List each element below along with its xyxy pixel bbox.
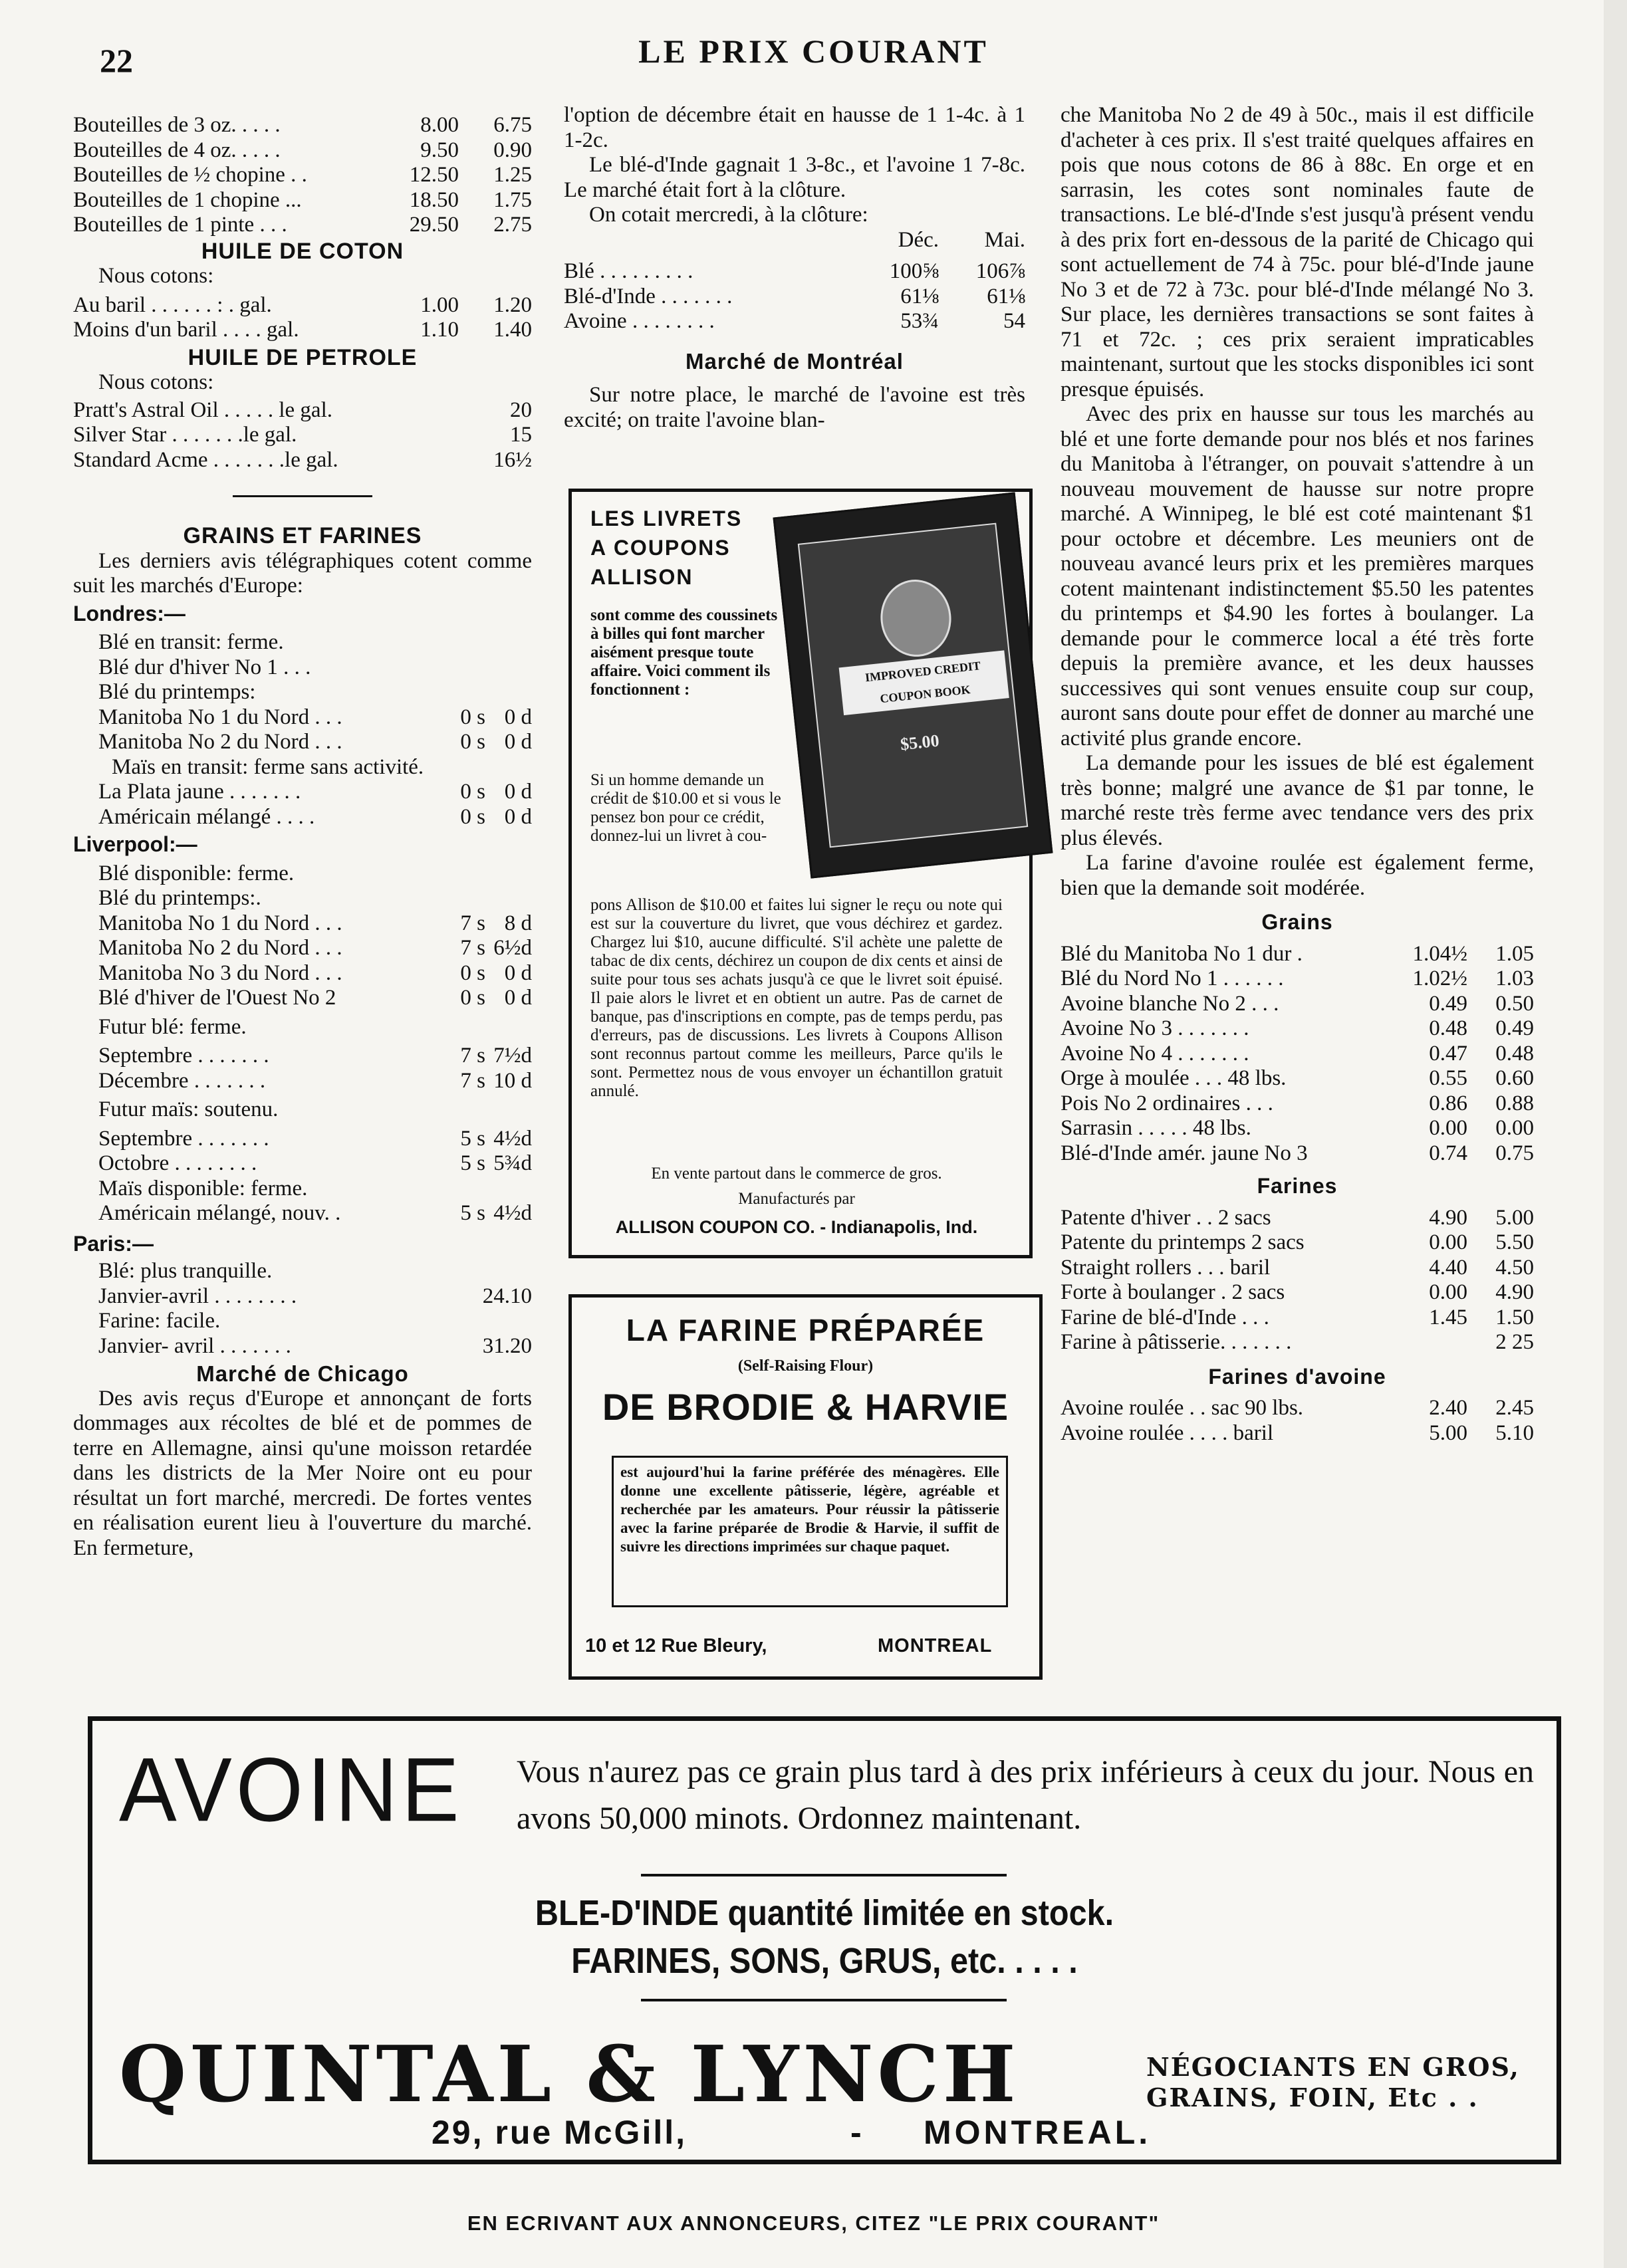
price-row xyxy=(1061,1305,1534,1331)
allison-coupon-ad xyxy=(568,489,1033,1258)
price-label: Moins d'un baril . . . . gal. xyxy=(73,318,299,342)
price-value: 5 s xyxy=(460,1201,485,1225)
price-value: 1.04½ xyxy=(1412,941,1467,966)
grains-price-list xyxy=(1061,942,1534,1167)
chicago-quotes xyxy=(564,259,1025,334)
paris-row xyxy=(73,1284,532,1309)
price-value: 0 s xyxy=(460,804,485,829)
price-value: 1.05 xyxy=(1495,941,1534,966)
price-value: 61⅛ xyxy=(900,284,939,308)
price-row xyxy=(1061,1206,1534,1231)
brodie-line-1: LA FARINE PRÉPARÉE xyxy=(626,1313,985,1347)
price-row xyxy=(73,293,532,318)
chicago-text-cont: l'option de décembre était en hausse de 1 1-4c. à 1 1-2c. xyxy=(564,103,1025,152)
price-label: Blé du Nord No 1 . . . . . . xyxy=(1061,966,1284,990)
brodie-address: 10 et 12 Rue Bleury, xyxy=(585,1635,767,1656)
price-row xyxy=(73,730,532,755)
price-row xyxy=(73,911,532,937)
price-value: 0.48 xyxy=(1429,1016,1467,1040)
montreal-text: Sur notre place, le marché de l'avoine est très excité; on traite l'avoine blan- xyxy=(564,383,1025,432)
price-row xyxy=(1061,942,1534,967)
price-value: 0.00 xyxy=(1429,1230,1467,1254)
price-value: 0 d xyxy=(504,730,532,754)
price-value: 5.00 xyxy=(1495,1205,1534,1230)
text-line: Blé du printemps: xyxy=(98,680,256,704)
price-value: 12.50 xyxy=(409,163,459,187)
address-dash: - xyxy=(850,2114,862,2151)
paris-value xyxy=(432,1309,532,1334)
price-value: 0.60 xyxy=(1495,1066,1534,1090)
price-label: Orge à moulée . . . 48 lbs. xyxy=(1061,1066,1287,1090)
price-row xyxy=(564,259,1025,284)
price-value: 4.90 xyxy=(1429,1205,1467,1230)
futur-ble-prices xyxy=(73,1044,532,1093)
price-value: 100⅝ xyxy=(889,259,939,283)
price-row xyxy=(73,1044,532,1069)
booklet-value: $5.00 xyxy=(899,731,940,754)
price-row xyxy=(73,398,532,423)
price-label: Bouteilles de 1 chopine ... xyxy=(73,187,302,212)
quintal-lynch-ad xyxy=(88,1716,1561,2164)
price-value: 0 s xyxy=(460,705,485,729)
price-label: Septembre . . . . . . . xyxy=(98,1126,269,1151)
price-label: Blé du Manitoba No 1 dur . xyxy=(1061,941,1303,966)
price-value: 5 s xyxy=(460,1126,485,1151)
price-label: Pois No 2 ordinaires . . . xyxy=(1061,1091,1273,1115)
price-label: Farine à pâtisserie. . . . . . . xyxy=(1061,1330,1292,1354)
price-value: 0.50 xyxy=(1495,991,1534,1016)
montreal-heading: Marché de Montréal xyxy=(686,348,904,374)
mais-dispo-price xyxy=(73,1201,532,1226)
grains-intro: Les derniers avis télégraphiques cotent comme suit les marchés d'Europe: xyxy=(73,548,532,598)
price-value: 0.88 xyxy=(1495,1091,1534,1115)
quote-header-mai: Mai. xyxy=(984,227,1025,252)
price-label: Avoine roulée . . sac 90 lbs. xyxy=(1061,1396,1304,1420)
price-row xyxy=(1061,1421,1534,1446)
allison-sold: En vente partout dans le commerce de gros. xyxy=(651,1165,942,1183)
liverpool-heading: Liverpool:— xyxy=(73,832,197,856)
col3-text-4: La farine d'avoine roulée est également ferme, bien que la demande soit modérée. xyxy=(1061,851,1534,900)
allison-body-1: Si un homme demande un crédit de $10.00 et si vous le pensez bon pour ce crédit, donnez-lui un livret à cou- xyxy=(590,771,781,845)
price-row xyxy=(73,1151,532,1177)
price-value: 0 d xyxy=(504,705,532,729)
price-label: Bouteilles de 1 pinte . . . xyxy=(73,213,287,237)
price-value: 2.75 xyxy=(493,213,532,237)
price-value: 0 s xyxy=(460,961,485,985)
montreal-text-cont: che Manitoba No 2 de 49 à 50c., mais il est difficile d'acheter à ces prix. Il s'est traité quelques affaires en pois que nous cotons de 86 à 88c. En orge et en sarrasin, les cotes sont nominales faute de transactions. Le blé-d'Inde s'est jusqu'à présent vendu à des prix fort en-dessous de la parité de Chicago qui sont actuellement de 74 à 75c. pour blé-d'Inde jaune No 3 et de 72 à 73c. pour blé-d'Inde mélangé No 3. Sur place, les dernières transactions se sont faites à 71 et 72c. ; ces prix seraient impraticables maintenant, surtout que les stocks disponibles ici sont presque épuisés. xyxy=(1061,103,1534,401)
brodie-city: MONTREAL xyxy=(878,1635,993,1656)
price-label: Blé-d'Inde amér. jaune No 3 xyxy=(1061,1141,1308,1165)
grains-heading: Grains xyxy=(1261,910,1333,934)
paris-row xyxy=(73,1259,532,1284)
price-row xyxy=(73,805,532,830)
brodie-body: est aujourd'hui la farine préférée des ménagères. Elle donne une excellente pâtisserie, légère, agréable et recherchée par les amateurs. Pour réussir la pâtisserie avec la farine préparée de Brodie & Harvie, il suffit de suivre les directions imprimées sur chaque paquet. xyxy=(620,1464,999,1555)
price-value xyxy=(1388,1330,1467,1355)
page-edge xyxy=(1604,0,1627,2268)
price-row xyxy=(1061,992,1534,1017)
brodie-harvie-ad xyxy=(568,1294,1043,1680)
column-2 xyxy=(564,103,1025,433)
col3-text-3: La demande pour les issues de blé est également très bonne; malgré une avance de $1 par tonne, le marché reste très ferme avec tendance vers des prix plus élevés. xyxy=(1061,751,1534,850)
price-value: 4.90 xyxy=(1495,1280,1534,1304)
price-label: Manitoba No 3 du Nord . . . xyxy=(98,961,342,985)
quintal-address: 29, rue McGill, xyxy=(432,2114,688,2151)
price-label: Avoine . . . . . . . . xyxy=(564,309,715,333)
allison-made-by: Manufacturés par xyxy=(738,1190,855,1208)
price-label: Manitoba No 2 du Nord . . . xyxy=(98,936,342,960)
london-lines xyxy=(73,630,532,705)
price-value: 106⅞ xyxy=(975,259,1025,283)
chicago-text: Des avis reçus d'Europe et annonçant de forts dommages aux récoltes de blé et de pommes de terre en Allemagne, ainsi qu'une moisson retardée dans les districts de la Mer Noire ont eu pour résultat un fort marché, mercredi. De fortes ventes en réalisation eurent lieu à l'ouverture du marché. En fermeture, xyxy=(73,1386,532,1560)
divider xyxy=(641,1874,1007,1876)
text-line: Blé en transit: ferme. xyxy=(98,630,284,654)
price-row xyxy=(1061,1256,1534,1281)
futur-mais-prices xyxy=(73,1127,532,1177)
price-value: 1.10 xyxy=(420,318,459,342)
footer-note: EN ECRIVANT AUX ANNONCEURS, CITEZ "LE PRIX COURANT" xyxy=(467,2211,1160,2235)
price-row xyxy=(1061,1016,1534,1042)
trade-line-2: GRAINS, FOIN, Etc . . xyxy=(1146,2083,1479,2112)
paris-value xyxy=(432,1259,532,1284)
column-3 xyxy=(1061,103,1534,1446)
text-line: Blé du printemps:. xyxy=(98,886,261,910)
londres-heading: Londres:— xyxy=(73,601,186,625)
price-value: 9.50 xyxy=(420,138,459,162)
futur-mais-line: Futur maïs: soutenu. xyxy=(98,1097,279,1121)
paris-row xyxy=(73,1309,532,1334)
price-value: 0.00 xyxy=(1495,1116,1534,1140)
chicago-heading: Marché de Chicago xyxy=(196,1361,409,1386)
price-value: 5 s xyxy=(460,1151,485,1175)
chicago-text-3: On cotait mercredi, à la clôture: xyxy=(589,203,868,227)
price-value: 5.50 xyxy=(1495,1230,1534,1254)
price-value: 0.00 xyxy=(1429,1280,1467,1304)
price-row xyxy=(1061,966,1534,992)
price-label: Au baril . . . . . . : . gal. xyxy=(73,292,272,317)
price-row xyxy=(73,318,532,343)
price-value: 7 s xyxy=(460,1068,485,1093)
brodie-text-box xyxy=(612,1456,1008,1607)
avoine-text: Vous n'aurez pas ce grain plus tard à des prix inférieurs à ceux du jour. Nous en avons 50,000 minots. Ordonnez maintenant. xyxy=(517,1754,1534,1836)
bottle-price-list xyxy=(73,113,532,238)
price-label: Américain mélangé, nouv. . xyxy=(98,1201,341,1225)
price-value: 0 d xyxy=(504,780,532,804)
price-label: Bouteilles de 4 oz. . . . . xyxy=(73,138,281,162)
price-value: 8 d xyxy=(504,911,532,935)
farines-avoine-heading: Farines d'avoine xyxy=(1208,1364,1386,1389)
huile-petrole-list xyxy=(73,398,532,473)
price-value: 15 xyxy=(510,423,532,447)
price-row xyxy=(73,213,532,238)
price-value: 0.00 xyxy=(1429,1116,1467,1140)
price-label: Avoine roulée . . . . baril xyxy=(1061,1420,1274,1445)
quote-header-dec: Déc. xyxy=(898,227,939,252)
price-row xyxy=(1061,1396,1534,1421)
price-value: 0 d xyxy=(504,961,532,985)
huile-petrole-heading: HUILE DE PETROLE xyxy=(188,344,418,370)
price-row xyxy=(73,163,532,188)
price-label: Blé . . . . . . . . . xyxy=(564,259,693,283)
price-value: 0 d xyxy=(504,986,532,1010)
price-label: Standard Acme . . . . . . .le gal. xyxy=(73,447,338,472)
price-row xyxy=(73,780,532,805)
allison-title-line-2: A COUPONS xyxy=(590,536,731,560)
price-label: Bouteilles de 3 oz. . . . . xyxy=(73,113,281,137)
allison-title-line-1: LES LIVRETS xyxy=(590,507,743,530)
price-value: 7 s xyxy=(460,1044,485,1068)
booklet-label: IMPROVED CREDIT COUPON BOOK xyxy=(839,650,1009,715)
price-row xyxy=(73,188,532,213)
price-label: Patente d'hiver . . 2 sacs xyxy=(1061,1205,1271,1230)
price-value: 0.49 xyxy=(1429,991,1467,1016)
price-row xyxy=(73,113,532,138)
column-1 xyxy=(73,113,532,1561)
portrait-medallion-icon xyxy=(877,576,955,660)
price-label: Straight rollers . . . baril xyxy=(1061,1255,1271,1280)
grains-farines-heading: GRAINS ET FARINES xyxy=(183,523,422,548)
allison-company: ALLISON COUPON CO. - Indianapolis, Ind. xyxy=(615,1217,978,1237)
price-value: 1.75 xyxy=(493,187,532,212)
price-row xyxy=(1061,1042,1534,1067)
price-row xyxy=(73,961,532,986)
price-row xyxy=(73,986,532,1011)
paris-label: Janvier-avril . . . . . . . . xyxy=(98,1284,297,1308)
paris-label: Blé: plus tranquille. xyxy=(98,1259,273,1283)
quintal-city: MONTREAL. xyxy=(924,2114,1152,2151)
price-row xyxy=(73,1069,532,1094)
price-label: Silver Star . . . . . . .le gal. xyxy=(73,423,297,447)
price-value: 0.49 xyxy=(1495,1016,1534,1040)
price-label: Avoine No 4 . . . . . . . xyxy=(1061,1041,1249,1066)
farines-avoine-list xyxy=(1061,1396,1534,1446)
price-label: Patente du printemps 2 sacs xyxy=(1061,1230,1305,1254)
quintal-lynch-name: QUINTAL & LYNCH xyxy=(119,2029,1020,2120)
price-label: Septembre . . . . . . . xyxy=(98,1044,269,1068)
paris-value: 24.10 xyxy=(482,1284,532,1308)
price-label: Manitoba No 1 du Nord . . . xyxy=(98,705,342,729)
london-prices-2 xyxy=(73,780,532,830)
price-value: 1.20 xyxy=(493,292,532,317)
price-label: Manitoba No 2 du Nord . . . xyxy=(98,730,342,754)
avoine-headline: AVOINE xyxy=(119,1738,463,1841)
price-label: Décembre . . . . . . . xyxy=(98,1068,266,1093)
price-value: 4½d xyxy=(493,1126,532,1151)
price-row xyxy=(73,423,532,448)
huile-petrole-intro: Nous cotons: xyxy=(98,370,214,394)
allison-title-line-3: ALLISON xyxy=(590,565,693,589)
brodie-line-3: DE BRODIE & HARVIE xyxy=(602,1386,1009,1428)
price-value: 5.00 xyxy=(1429,1420,1467,1445)
brodie-line-2: (Self-Raising Flour) xyxy=(737,1357,874,1375)
price-row xyxy=(73,705,532,731)
price-value: 0 d xyxy=(504,804,532,829)
price-label: Blé-d'Inde . . . . . . . xyxy=(564,284,733,308)
price-value: 2 25 xyxy=(1495,1330,1534,1354)
price-value: 5¾d xyxy=(493,1151,532,1175)
price-value: 1.00 xyxy=(420,292,459,317)
paris-row xyxy=(73,1334,532,1359)
price-value: 10 d xyxy=(493,1068,532,1093)
price-value: 4.40 xyxy=(1429,1255,1467,1280)
price-label: Bouteilles de ½ chopine . . xyxy=(73,163,307,187)
price-value: 16½ xyxy=(493,447,532,472)
price-value: 4½d xyxy=(493,1201,532,1225)
price-row xyxy=(1061,1280,1534,1305)
price-value: 1.50 xyxy=(1495,1305,1534,1329)
allison-title xyxy=(590,504,742,592)
price-value: 18.50 xyxy=(409,187,459,212)
price-label: Manitoba No 1 du Nord . . . xyxy=(98,911,342,935)
price-label: Farine de blé-d'Inde . . . xyxy=(1061,1305,1269,1329)
price-value: 6½d xyxy=(493,936,532,960)
price-value: 0.74 xyxy=(1429,1141,1467,1165)
price-row xyxy=(73,138,532,164)
price-value: 1.25 xyxy=(493,163,532,187)
price-row xyxy=(73,1127,532,1152)
price-label: Avoine blanche No 2 . . . xyxy=(1061,991,1279,1016)
allison-intro: sont comme des coussinets à billes qui font marcher aisément presque toute affaire. Voici comment ils fonctionnent : xyxy=(590,606,778,699)
paris-heading: Paris:— xyxy=(73,1231,154,1256)
text-line: Blé dur d'hiver No 1 . . . xyxy=(98,655,311,679)
price-row xyxy=(73,936,532,961)
price-value: 5.10 xyxy=(1495,1420,1534,1445)
price-value: 20 xyxy=(510,397,532,422)
price-value: 1.03 xyxy=(1495,966,1534,990)
price-row xyxy=(73,1201,532,1226)
price-value: 0.55 xyxy=(1429,1066,1467,1090)
page-number: 22 xyxy=(100,42,133,79)
price-value: 1.45 xyxy=(1429,1305,1467,1329)
price-row xyxy=(1061,1116,1534,1141)
huile-coton-intro: Nous cotons: xyxy=(98,264,214,288)
price-value: 0.47 xyxy=(1429,1041,1467,1066)
divider xyxy=(233,495,372,497)
price-value: 0.48 xyxy=(1495,1041,1534,1066)
huile-coton-heading: HUILE DE COTON xyxy=(201,238,404,264)
mais-dispo-line: Maïs disponible: ferme. xyxy=(98,1176,308,1200)
farines-line: FARINES, SONS, GRUS, etc. . . . . xyxy=(571,1941,1078,1981)
col3-text-2: Avec des prix en hausse sur tous les marchés au blé et une forte demande pour nos blés et nos farines du Manitoba à l'étranger, on pouvait s'attendre à un nouveau mouvement de hausse sur notre propre marché. A Winnipeg, le blé est coté maintenant $1 pour octobre et décembre. Les meuniers ont de nouveau avancé leurs prix et les premières marques cotent maintenant indistinctement $5.50 les patentes du printemps et $4.90 les fortes à boulanger. La demande pour le commerce local a été très forte depuis la première avance, et les deux hausses successives qui sont venues ensuite coup sur coup, auront sans doute pour effet de donner au marché une activité plus grande encore. xyxy=(1061,402,1534,750)
futur-ble-line: Futur blé: ferme. xyxy=(98,1014,247,1039)
price-value: 29.50 xyxy=(409,213,459,237)
chicago-text-2: Le blé-d'Inde gagnait 1 3-8c., et l'avoine 1 7-8c. Le marché était fort à la clôture. xyxy=(564,153,1025,202)
price-value: 0 s xyxy=(460,780,485,804)
london-prices xyxy=(73,705,532,755)
price-value: 4.50 xyxy=(1495,1255,1534,1280)
farines-price-list xyxy=(1061,1206,1534,1355)
liverpool-lines xyxy=(73,861,532,911)
price-value: 61⅛ xyxy=(987,284,1025,308)
price-value: 7 s xyxy=(460,936,485,960)
price-label: Pratt's Astral Oil . . . . . le gal. xyxy=(73,397,332,422)
price-row xyxy=(1061,1091,1534,1117)
quote-header-row xyxy=(564,228,1025,253)
price-label: Avoine No 3 . . . . . . . xyxy=(1061,1016,1249,1040)
price-label: Blé d'hiver de l'Ouest No 2 xyxy=(98,986,336,1010)
price-value: 0.75 xyxy=(1495,1141,1534,1165)
trade-line-1: NÉGOCIANTS EN GROS, xyxy=(1146,2052,1520,2082)
paris-label: Janvier- avril . . . . . . . xyxy=(98,1333,291,1358)
price-value: 7 s xyxy=(460,911,485,935)
london-transit: Maïs en transit: ferme sans activité. xyxy=(112,754,424,779)
price-label: La Plata jaune . . . . . . . xyxy=(98,780,301,804)
price-row xyxy=(564,309,1025,334)
price-row xyxy=(1061,1141,1534,1167)
price-value: 2.45 xyxy=(1495,1396,1534,1420)
divider xyxy=(641,1999,1007,2001)
price-row xyxy=(73,448,532,473)
farines-heading: Farines xyxy=(1257,1174,1338,1198)
price-label: Octobre . . . . . . . . xyxy=(98,1151,257,1175)
price-value: 1.40 xyxy=(493,318,532,342)
liverpool-prices xyxy=(73,911,532,1011)
price-value: 54 xyxy=(1003,309,1025,333)
price-value: 0 s xyxy=(460,986,485,1010)
huile-coton-list xyxy=(73,293,532,343)
price-label: Américain mélangé . . . . xyxy=(98,804,315,829)
price-row xyxy=(564,284,1025,310)
paris-lines xyxy=(73,1259,532,1359)
price-value: 8.00 xyxy=(420,113,459,137)
coupon-booklet-illustration xyxy=(773,492,1053,878)
price-label: Sarrasin . . . . . 48 lbs. xyxy=(1061,1116,1251,1140)
price-label: Forte à boulanger . 2 sacs xyxy=(1061,1280,1285,1304)
allison-body-2: pons Allison de $10.00 et faites lui signer le reçu ou note qui est sur la couverture du livret, que vous déchirez et gardez. Chargez lui $10, aucune difficulté. S'il achète une palette de tabac de dix cents, déchirez un coupon de dix cents et ainsi de suite pour tous ses achats jusqu'à ce que le livret soit épuisé. Il paie alors le livret et en obtient un autre. Pas de carnet de banque, pas d'inscriptions en compte, pas de temps perdu, pas d'erreurs, pas de discussions. Les livrets à Coupons Allison sont reconnus partout comme les meilleurs, Parce qu'ils le sont. Permettez nous de vous envoyer un échantillon gratuit annulé. xyxy=(590,896,1003,1100)
paris-label: Farine: facile. xyxy=(98,1309,221,1333)
price-value: 1.02½ xyxy=(1412,966,1467,990)
price-value: 2.40 xyxy=(1429,1396,1467,1420)
price-value: 0.86 xyxy=(1429,1091,1467,1115)
price-value: 0.90 xyxy=(493,138,532,162)
price-value: 7½d xyxy=(493,1044,532,1068)
price-value: 53¾ xyxy=(900,309,939,333)
price-value: 0 s xyxy=(460,730,485,754)
price-row xyxy=(1061,1230,1534,1256)
price-value: 6.75 xyxy=(493,113,532,137)
text-line: Blé disponible: ferme. xyxy=(98,861,295,885)
paris-value: 31.20 xyxy=(482,1333,532,1358)
masthead-title: LE PRIX COURANT xyxy=(638,33,989,70)
ble-dinde-line: BLE-D'INDE quantité limitée en stock. xyxy=(535,1893,1114,1933)
price-row xyxy=(1061,1066,1534,1091)
price-row xyxy=(1061,1330,1534,1355)
